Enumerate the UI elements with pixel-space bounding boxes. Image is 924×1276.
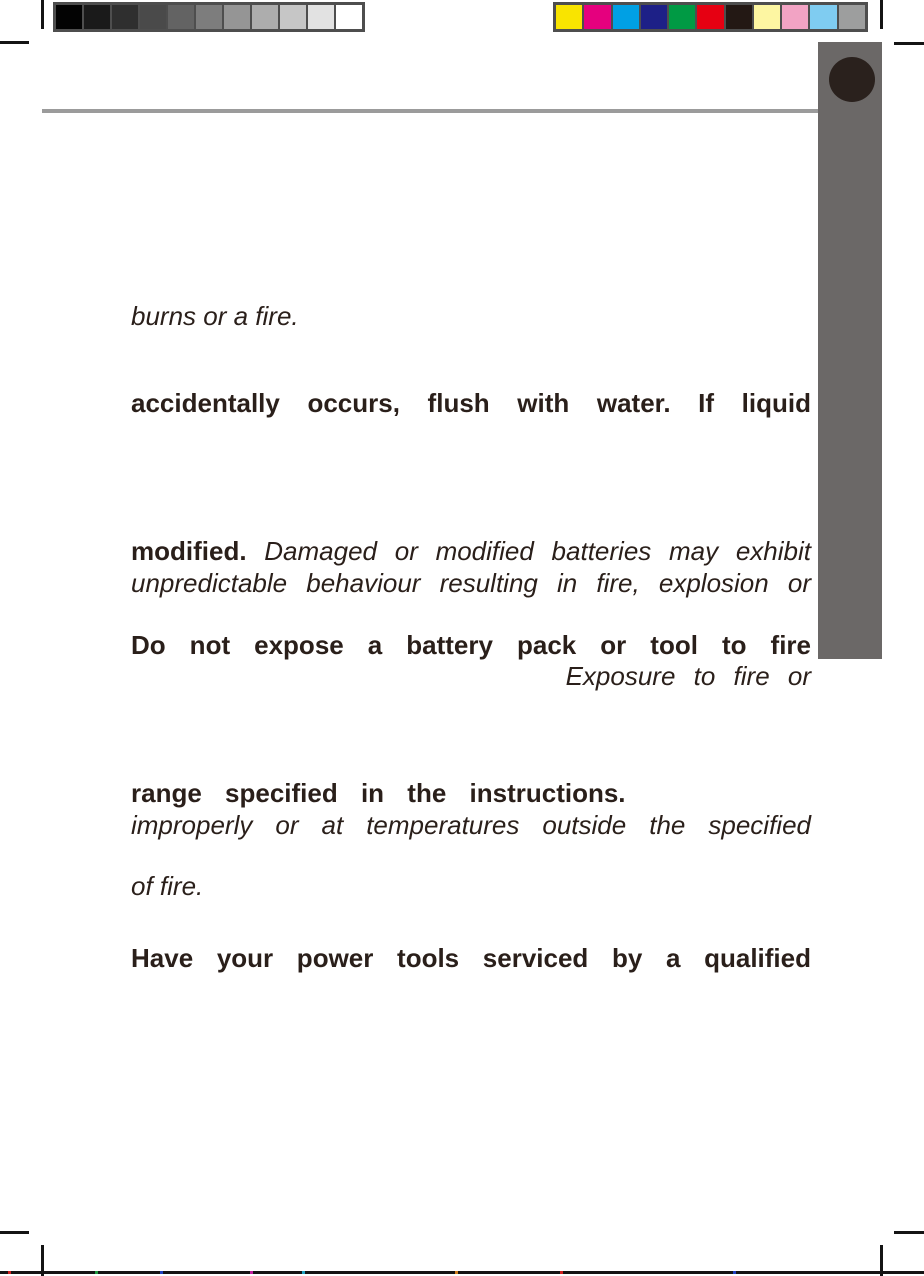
text-segment: range specified in the instructions. — [131, 778, 626, 808]
crop-mark-top-left-vertical — [41, 0, 44, 29]
scan-noise-speck — [95, 1271, 98, 1274]
scan-noise-speck — [250, 1271, 253, 1274]
grayscale-swatch — [336, 5, 362, 29]
text-segment: Exposure to fire or — [565, 661, 811, 691]
text-segment: Have your power tools serviced by a qualified — [131, 943, 811, 973]
scan-noise-speck — [8, 1271, 11, 1274]
color-swatch — [782, 5, 808, 29]
color-swatch — [669, 5, 695, 29]
color-swatch — [726, 5, 752, 29]
text-line-exposure-to-fire — [131, 661, 811, 692]
scan-noise-speck — [455, 1271, 458, 1274]
color-swatch — [556, 5, 582, 29]
text-line-burns-or-a-fire — [131, 301, 811, 332]
text-segment: accidentally occurs, flush with water. If liquid — [131, 388, 811, 418]
scan-noise-speck — [302, 1271, 305, 1274]
color-swatch — [839, 5, 865, 29]
grayscale-swatch — [308, 5, 334, 29]
color-swatch — [810, 5, 836, 29]
crop-mark-top-right-vertical — [880, 0, 883, 29]
grayscale-swatch — [168, 5, 194, 29]
text-segment-bold: modified. — [131, 536, 247, 566]
text-segment: Do not expose a battery pack or tool to fire — [131, 630, 811, 660]
scan-noise-speck — [560, 1271, 563, 1274]
color-swatch — [584, 5, 610, 29]
crop-mark-top-right-horizontal — [894, 42, 924, 45]
grayscale-swatch — [112, 5, 138, 29]
color-swatch — [697, 5, 723, 29]
crop-mark-bottom-right-horizontal — [894, 1231, 924, 1234]
grayscale-swatch — [140, 5, 166, 29]
header-rule — [42, 109, 818, 113]
scan-noise-speck — [160, 1271, 163, 1274]
grayscale-swatch — [252, 5, 278, 29]
section-marker-circle — [829, 57, 875, 102]
color-swatch — [613, 5, 639, 29]
text-segment: of fire. — [131, 871, 204, 901]
text-segment-italic: Damaged or modified batteries may exhibit — [264, 536, 811, 566]
crop-mark-bottom-left-horizontal — [0, 1231, 29, 1234]
grayscale-calibration-bar — [53, 2, 365, 32]
color-swatch — [754, 5, 780, 29]
crop-mark-top-left-horizontal — [0, 41, 29, 44]
text-line-accidentally-occurs — [131, 388, 811, 419]
text-line-improperly-or-at — [131, 810, 811, 841]
text-line-do-not-expose — [131, 630, 811, 661]
grayscale-swatch — [84, 5, 110, 29]
grayscale-swatch — [280, 5, 306, 29]
text-segment: improperly or at temperatures outside the specified — [131, 810, 811, 840]
scan-noise-speck — [733, 1271, 736, 1274]
color-swatch — [641, 5, 667, 29]
grayscale-swatch — [56, 5, 82, 29]
text-segment: unpredictable behaviour resulting in fire, explosion or — [131, 568, 811, 598]
text-line-range-specified — [131, 778, 811, 809]
page-bottom-edge — [0, 1271, 924, 1274]
text-line-modified-damaged — [131, 536, 811, 567]
text-line-of-fire — [131, 871, 811, 902]
text-line-have-your-power-tools — [131, 943, 811, 974]
grayscale-swatch — [224, 5, 250, 29]
section-tab — [818, 42, 882, 659]
color-calibration-bar — [553, 2, 868, 32]
text-segment: burns or a fire. — [131, 301, 299, 331]
grayscale-swatch — [196, 5, 222, 29]
text-line-unpredictable-behaviour — [131, 568, 811, 599]
